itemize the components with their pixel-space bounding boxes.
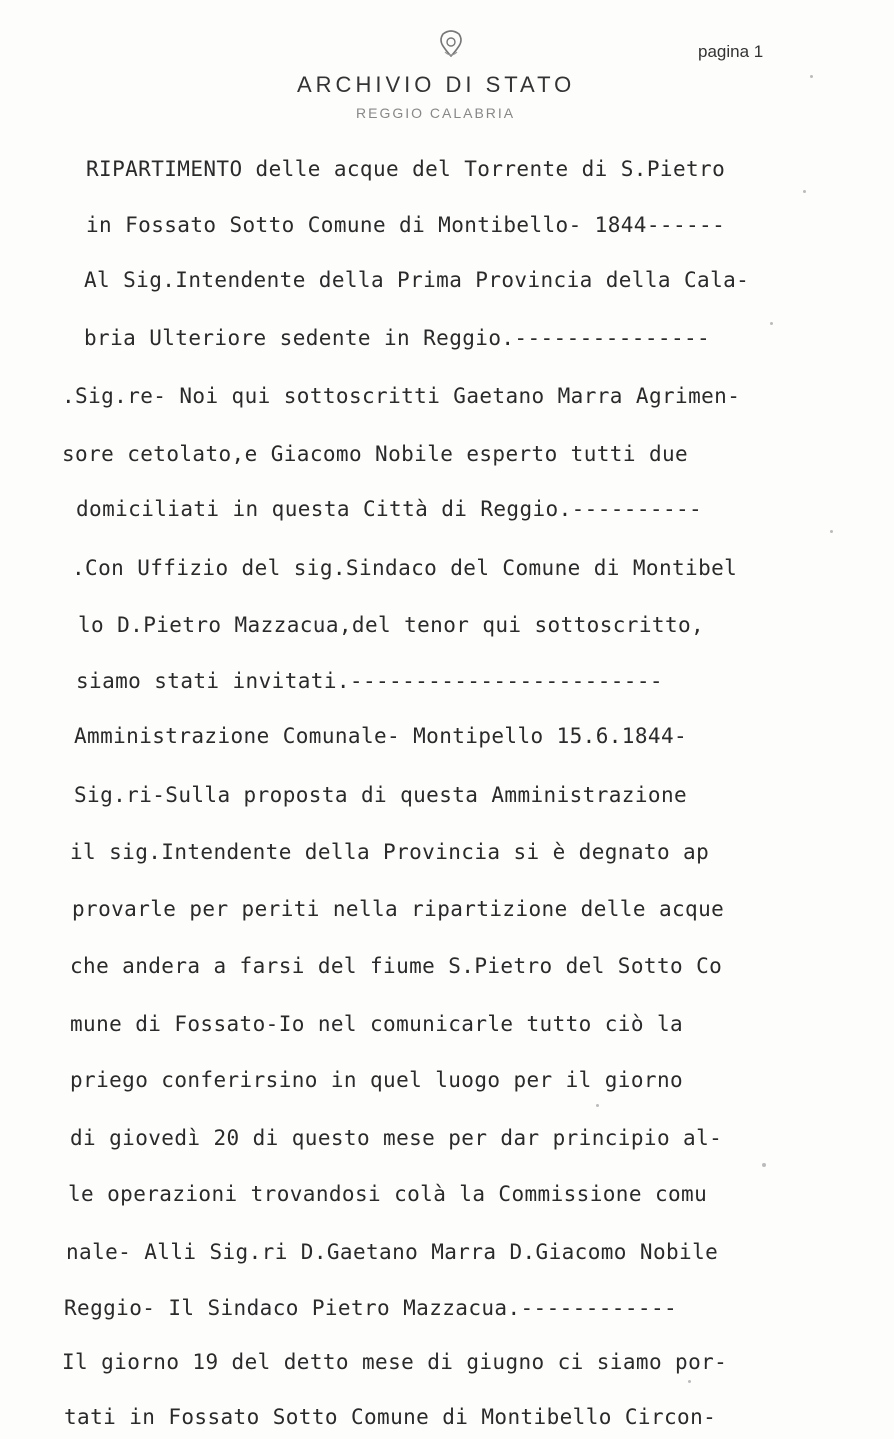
text-line: di giovedì 20 di questo mese per dar principio al- <box>70 1126 723 1150</box>
text-line: Il giorno 19 del detto mese di giugno ci siamo por- <box>62 1350 728 1374</box>
text-line: il sig.Intendente della Provincia si è degnato ap <box>70 840 710 864</box>
text-line: Amministrazione Comunale- Montipello 15.6.1844- <box>74 724 688 748</box>
text-line: priego conferirsino in quel luogo per il giorno <box>70 1068 684 1092</box>
scan-speck <box>596 1104 599 1107</box>
scan-speck <box>803 190 806 193</box>
text-line: bria Ulteriore sedente in Reggio.--------------- <box>84 326 711 350</box>
text-line: Sig.ri-Sulla proposta di questa Amministrazione <box>74 783 688 807</box>
text-line: siamo stati invitati.------------------------ <box>76 669 663 693</box>
scan-speck <box>830 530 833 533</box>
scan-speck <box>810 75 813 78</box>
scan-speck <box>688 1380 691 1383</box>
text-line: .Sig.re- Noi qui sottoscritti Gaetano Marra Agrimen- <box>62 384 741 408</box>
text-line: Al Sig.Intendente della Prima Provincia della Cala- <box>84 268 750 292</box>
state-emblem-icon <box>434 30 468 60</box>
text-line: RIPARTIMENTO delle acque del Torrente di S.Pietro <box>86 157 726 181</box>
text-line: domiciliati in questa Città di Reggio.---------- <box>76 497 703 521</box>
text-line: tati in Fossato Sotto Comune di Montibello Circon- <box>64 1405 717 1429</box>
text-line: le operazioni trovandosi colà la Commissione comu <box>68 1182 708 1206</box>
text-line: che andera a farsi del fiume S.Pietro del Sotto Co <box>70 954 723 978</box>
text-line: lo D.Pietro Mazzacua,del tenor qui sottoscritto, <box>78 613 705 637</box>
text-line: Reggio- Il Sindaco Pietro Mazzacua.------------ <box>64 1296 678 1320</box>
archive-title: ARCHIVIO DI STATO <box>297 72 576 97</box>
text-line: nale- Alli Sig.ri D.Gaetano Marra D.Giacomo Nobile <box>66 1240 719 1264</box>
text-line: provarle per periti nella ripartizione delle acque <box>72 897 725 921</box>
text-line: .Con Uffizio del sig.Sindaco del Comune di Montibel <box>72 556 738 580</box>
page-number: pagina 1 <box>698 42 764 61</box>
scan-speck <box>762 1163 766 1167</box>
text-line: mune di Fossato-Io nel comunicarle tutto ciò la <box>70 1012 684 1036</box>
text-line: sore cetolato,e Giacomo Nobile esperto tutti due <box>62 442 689 466</box>
archive-subtitle: REGGIO CALABRIA <box>356 105 516 121</box>
scan-speck <box>770 322 773 325</box>
text-line: in Fossato Sotto Comune di Montibello- 1844------ <box>86 213 726 237</box>
